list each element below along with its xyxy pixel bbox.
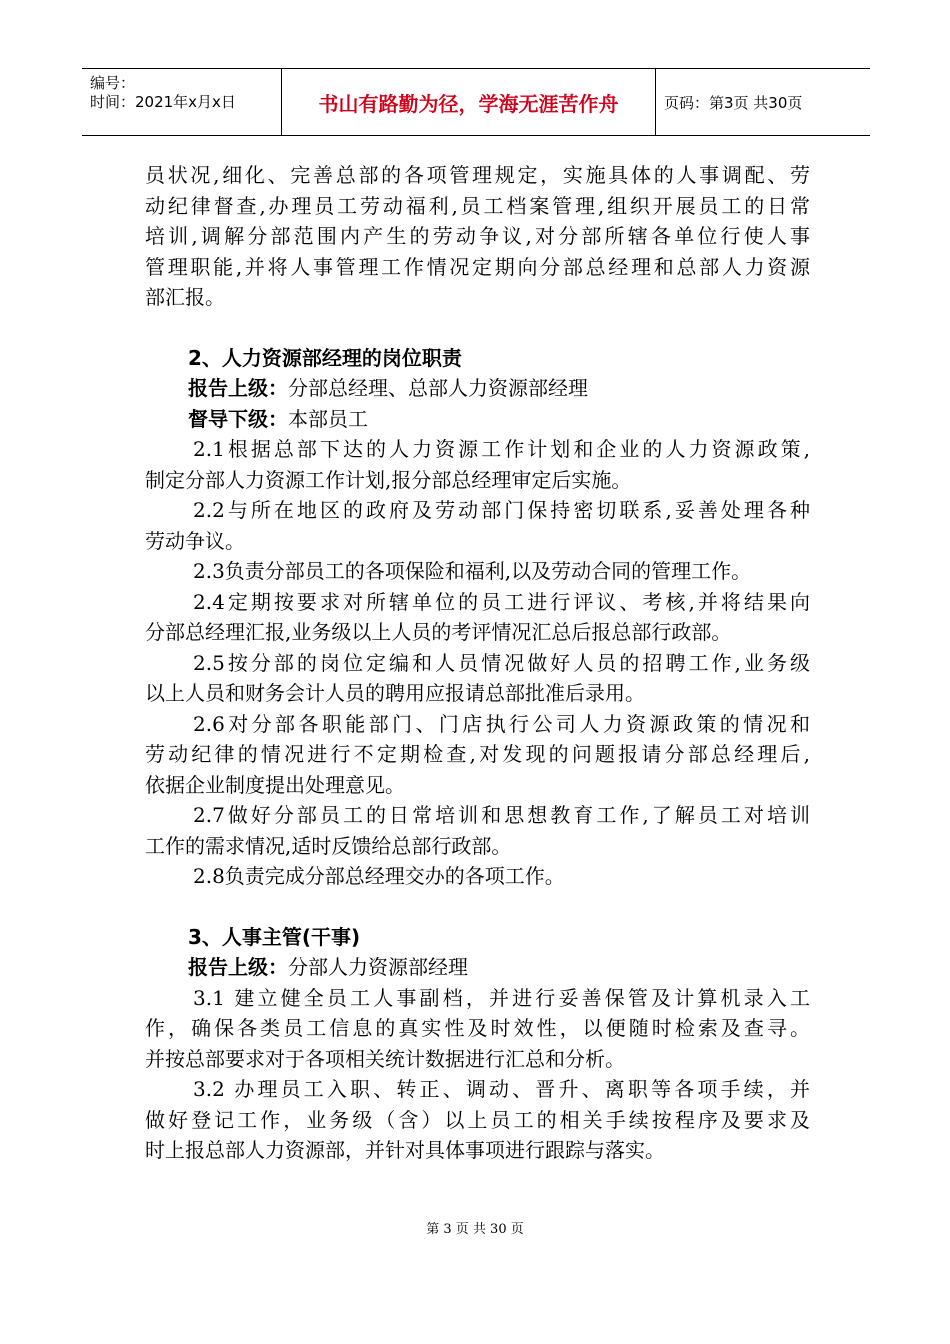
paragraph-line: 管理职能,并将人事管理工作情况定期向分部总经理和总部人力资源 xyxy=(145,254,810,279)
item-2-6-line: 2.6对分部各职能部门、门店执行公司人力资源政策的情况和 xyxy=(193,711,810,736)
header-page-info: 页码：第3页 共30页 xyxy=(664,93,803,112)
paragraph-line: 员状况,细化、完善总部的各项管理规定，实施具体的人事调配、劳 xyxy=(145,163,810,187)
item-2-1-line: 制定分部人力资源工作计划,报分部总经理审定后实施。 xyxy=(145,467,632,492)
item-3-2-line: 3.2 办理员工入职、转正、调动、晋升、离职等各项手续，并 xyxy=(193,1077,810,1101)
paragraph-line: 部汇报。 xyxy=(145,285,225,309)
item-2-2-line: 劳动争议。 xyxy=(145,528,245,553)
item-2-1-line: 2.1根据总部下达的人力资源工作计划和企业的人力资源政策, xyxy=(193,437,810,461)
report-value: 分部人力资源部经理 xyxy=(288,955,468,979)
supervise-line xyxy=(145,404,810,435)
report-value: 分部总经理、总部人力资源部经理 xyxy=(288,376,588,400)
item-2-5-line: 2.5按分部的岗位定编和人员情况做好人员的招聘工作,业务级 xyxy=(193,650,810,675)
supervise-value: 本部员工 xyxy=(288,406,368,431)
page-header xyxy=(82,68,870,136)
header-motto: 书山有路勤为径，学海无涯苦作舟 xyxy=(282,69,656,135)
section-heading: 2、人力资源部经理的岗位职责 xyxy=(188,345,462,370)
report-label: 报告上级： xyxy=(188,376,288,400)
section-heading: 3、人事主管(干事) xyxy=(188,924,361,949)
document-date: 时间：2021年x月x日 xyxy=(90,93,236,111)
item-2-8-line: 2.8负责完成分部总经理交办的各项工作。 xyxy=(193,864,565,888)
paragraph-line: 培训,调解分部范围内产生的劳动争议,对分部所辖各单位行使人事 xyxy=(145,224,810,248)
item-2-5-line: 以上人员和财务会计人员的聘用应报请总部批准后录用。 xyxy=(145,681,645,705)
header-meta xyxy=(82,69,282,135)
page-footer: 第 3 页 共 30 页 xyxy=(426,1222,524,1237)
item-3-1-line: 作，确保各类员工信息的真实性及时效性，以便随时检索及查寻。 xyxy=(145,1016,810,1040)
item-3-2-line: 时上报总部人力资源部，并针对具体事项进行跟踪与落实。 xyxy=(145,1138,665,1162)
item-2-7-line: 工作的需求情况,适时反馈给总部行政部。 xyxy=(145,833,512,858)
item-2-7-line: 2.7做好分部员工的日常培训和思想教育工作,了解员工对培训 xyxy=(193,803,810,827)
item-2-3-line: 2.3负责分部员工的各项保险和福利,以及劳动合同的管理工作。 xyxy=(193,559,752,583)
item-3-2-line: 做好登记工作，业务级（含）以上员工的相关手续按程序及要求及 xyxy=(145,1107,810,1132)
report-label: 报告上级： xyxy=(188,955,288,979)
item-3-1-line: 3.1 建立健全员工人事副档，并进行妥善保管及计算机录入工 xyxy=(193,985,810,1010)
document-number: 编号： xyxy=(90,74,136,92)
document-body xyxy=(145,160,810,1166)
item-2-4-line: 2.4定期按要求对所辖单位的员工进行评议、考核,并将结果向 xyxy=(193,589,810,614)
report-line xyxy=(145,952,810,983)
supervise-label: 督导下级： xyxy=(188,406,288,431)
item-2-6-line: 依据企业制度提出处理意见。 xyxy=(145,772,405,797)
item-3-1-line: 并按总部要求对于各项相关统计数据进行汇总和分析。 xyxy=(145,1046,625,1071)
item-2-4-line: 分部总经理汇报,业务级以上人员的考评情况汇总后报总部行政部。 xyxy=(145,620,732,644)
report-line xyxy=(145,373,810,404)
paragraph-line: 动纪律督查,办理员工劳动福利,员工档案管理,组织开展员工的日常 xyxy=(145,193,810,218)
item-2-2-line: 2.2与所在地区的政府及劳动部门保持密切联系,妥善处理各种 xyxy=(193,498,810,522)
item-2-6-line: 劳动纪律的情况进行不定期检查,对发现的问题报请分部总经理后, xyxy=(145,742,810,766)
